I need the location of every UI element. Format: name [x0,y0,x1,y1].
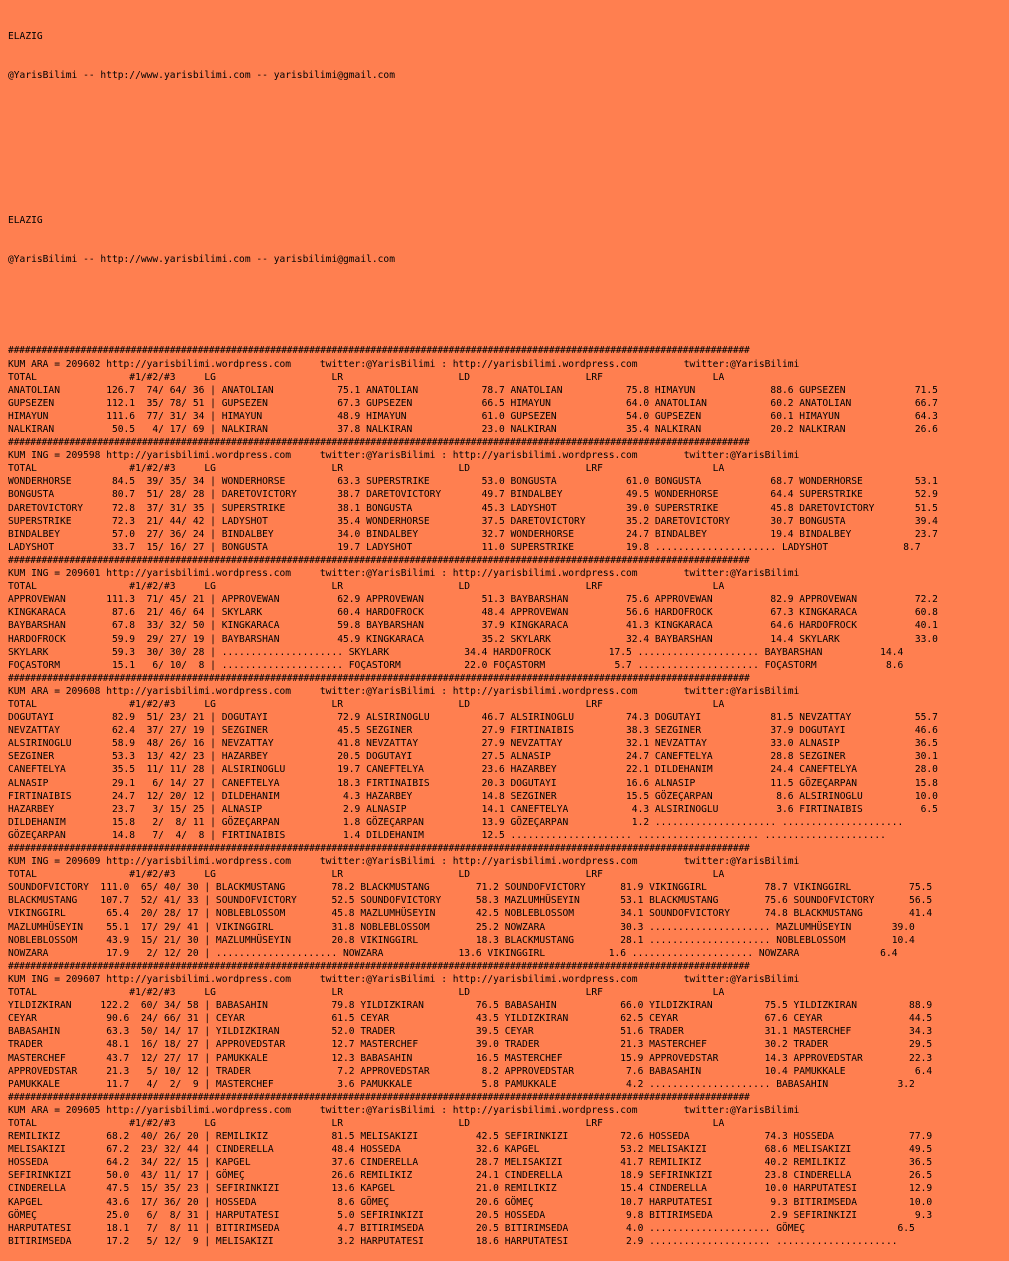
table-row: GUPSEZEN 112.1 35/ 78/ 51 | GUPSEZEN 67.3 GUPSEZEN 66.5 HIMAYUN 64.0 ANATOLIAN 60.2 ANATOLIAN 66.7 [8,397,938,409]
table-row: SUPERSTRIKE 72.3 21/ 44/ 42 | LADYSHOT 35.4 WONDERHORSE 37.5 DARETOVICTORY 35.2 DARETOVICTORY 30.7 BONGUSTA 39.4 [8,515,938,527]
table-row: YILDIZKIRAN 122.2 60/ 34/ 58 | BABASAHIN 79.8 YILDIZKIRAN 76.5 BABASAHIN 66.0 YILDIZKIRAN 75.5 YILDIZKIRAN 88.9 [8,1000,933,1012]
column-header: TOTAL #1/#2/#3 LG LR LD LRF LA [8,463,725,475]
race-title: KUM ING = 209609 http://yarisbilimi.wordpress.com twitter:@YarisBilimi : http://yarisbilimi.wordpress.com twitter:@YarisBilimi [8,856,800,868]
table-row: DOGUTAYI 82.9 51/ 23/ 21 | DOGUTAYI 72.9 ALSIRINOGLU 46.7 ALSIRINOGLU 74.3 DOGUTAYI 81.5 NEVZATTAY 55.7 [8,712,938,724]
column-header: TOTAL #1/#2/#3 LG LR LD LRF LA [8,371,725,383]
race-block [8,960,1009,1091]
table-row: KAPGEL 43.6 17/ 36/ 20 | HOSSEDA 8.6 GÖMEÇ 20.6 GÖMEÇ 10.7 HARPUTATESI 9.3 BITIRIMSEDA 10.0 [8,1196,933,1208]
table-row: ALSIRINOGLU 58.9 48/ 26/ 16 | NEVZATTAY 41.8 NEVZATTAY 27.9 NEVZATTAY 32.1 NEVZATTAY 33.0 ALNASIP 36.5 [8,738,938,750]
separator-line: ##################################################################################################################################### [8,345,750,357]
table-row: HARPUTATESI 18.1 7/ 8/ 11 | BITIRIMSEDA 4.7 BITIRIMSEDA 20.5 BITIRIMSEDA 4.0 ..................... GÖMEÇ 6.5 [8,1222,915,1234]
table-row: KINGKARACA 87.6 21/ 46/ 64 | SKYLARK 60.4 HARDOFROCK 48.4 APPROVEWAN 56.6 HARDOFROCK 67.3 KINGKARACA 60.8 [8,607,938,619]
race-block [8,842,1009,960]
table-row: CINDERELLA 47.5 15/ 35/ 23 | SEFIRINKIZI 13.6 KAPGEL 21.0 REMILIKIZ 15.4 CINDERELLA 10.0 HARPUTATESI 12.9 [8,1183,933,1195]
table-row: ALNASIP 29.1 6/ 14/ 27 | CANEFTELYA 18.3 FIRTINAIBIS 20.3 DOGUTAYI 16.6 ALNASIP 11.5 GÖZEÇARPAN 15.8 [8,777,938,789]
table-row: FOÇASTORM 15.1 6/ 10/ 8 | ..................... FOÇASTORM 22.0 FOÇASTORM 5.7 ..................... FOÇASTORM 8.6 [8,659,904,671]
table-row: NOBLEBLOSSOM 43.9 15/ 21/ 30 | MAZLUMHÜSEYIN 20.8 VIKINGGIRL 18.3 BLACKMUSTANG 28.1 ..................... NOBLEBLOSSOM 10.4 [8,934,915,946]
race-title: KUM ING = 209598 http://yarisbilimi.wordpress.com twitter:@YarisBilimi : http://yarisbilimi.wordpress.com twitter:@YarisBilimi [8,450,800,462]
table-row: FIRTINAIBIS 24.7 12/ 20/ 12 | DILDEHANIM 4.3 HAZARBEY 14.8 SEZGINER 15.5 GÖZEÇARPAN 8.6 ALSIRINOGLU 10.0 [8,790,938,802]
race-blocks [8,344,1009,1247]
column-header: TOTAL #1/#2/#3 LG LR LD LRF LA [8,869,725,881]
race-title: KUM ARA = 209608 http://yarisbilimi.wordpress.com twitter:@YarisBilimi : http://yarisbilimi.wordpress.com twitter:@YarisBilimi [8,685,800,697]
column-header: TOTAL #1/#2/#3 LG LR LD LRF LA [8,581,725,593]
table-row: HOSSEDA 64.2 34/ 22/ 15 | KAPGEL 37.6 CINDERELLA 28.7 MELISAKIZI 41.7 REMILIKIZ 40.2 REMILIKIZ 36.5 [8,1157,933,1169]
table-row: HAZARBEY 23.7 3/ 15/ 25 | ALNASIP 2.9 ALNASIP 14.1 CANEFTELYA 4.3 ALSIRINOGLU 3.6 FIRTINAIBIS 6.5 [8,803,938,815]
spacer [8,109,1009,135]
separator-line: ##################################################################################################################################### [8,437,750,449]
table-row: SEFIRINKIZI 50.0 43/ 11/ 17 | GÖMEÇ 26.6 REMILIKIZ 24.1 CINDERELLA 18.9 SEFIRINKIZI 23.8 CINDERELLA 26.5 [8,1170,933,1182]
table-row: REMILIKIZ 68.2 40/ 26/ 20 | REMILIKIZ 81.5 MELISAKIZI 42.5 SEFIRINKIZI 72.6 HOSSEDA 74.3 HOSSEDA 77.9 [8,1131,933,1143]
table-row: BLACKMUSTANG 107.7 52/ 41/ 33 | SOUNDOFVICTORY 52.5 SOUNDOFVICTORY 58.3 MAZLUMHÜSEYIN 53.1 BLACKMUSTANG 75.6 SOUNDOFVICTORY 56.5 [8,895,933,907]
table-row: LADYSHOT 33.7 15/ 16/ 27 | BONGUSTA 19.7 LADYSHOT 11.0 SUPERSTRIKE 19.8 ..................... LADYSHOT 8.7 [8,541,921,553]
header-city: ELAZIG [8,214,43,226]
table-row: VIKINGGIRL 65.4 20/ 28/ 17 | NOBLEBLOSSOM 45.8 MAZLUMHÜSEYIN 42.5 NOBLEBLOSSOM 34.1 SOUNDOFVICTORY 74.8 BLACKMUSTANG 41.4 [8,908,933,920]
table-row: CANEFTELYA 35.5 11/ 11/ 28 | ALSIRINOGLU 19.7 CANEFTELYA 23.6 HAZARBEY 22.1 DILDEHANIM 24.4 CANEFTELYA 28.0 [8,764,938,776]
separator-line: ##################################################################################################################################### [8,672,750,684]
table-row: APPROVEDSTAR 21.3 5/ 10/ 12 | TRADER 7.2 APPROVEDSTAR 8.2 APPROVEDSTAR 7.6 BABASAHIN 10.4 PAMUKKALE 6.4 [8,1065,933,1077]
race-block [8,554,1009,672]
table-row: TRADER 48.1 16/ 18/ 27 | APPROVEDSTAR 12.7 MASTERCHEF 39.0 TRADER 21.3 MASTERCHEF 30.2 TRADER 29.5 [8,1039,933,1051]
column-header: TOTAL #1/#2/#3 LG LR LD LRF LA [8,1117,725,1129]
race-block [8,436,1009,554]
separator-line: ##################################################################################################################################### [8,843,750,854]
table-row: BONGUSTA 80.7 51/ 28/ 28 | DARETOVICTORY 38.7 DARETOVICTORY 49.7 BINDALBEY 49.5 WONDERHORSE 64.4 SUPERSTRIKE 52.9 [8,489,938,501]
race-block [8,1091,1009,1248]
table-row: NOWZARA 17.9 2/ 12/ 20 | ..................... NOWZARA 13.6 VIKINGGIRL 1.6 ..................... NOWZARA 6.4 [8,947,898,959]
table-row: MASTERCHEF 43.7 12/ 27/ 17 | PAMUKKALE 12.3 BABASAHIN 16.5 MASTERCHEF 15.9 APPROVEDSTAR 14.3 APPROVEDSTAR 22.3 [8,1052,933,1064]
table-row: HARDOFROCK 59.9 29/ 27/ 19 | BAYBARSHAN 45.9 KINGKARACA 35.2 SKYLARK 32.4 BAYBARSHAN 14.4 SKYLARK 33.0 [8,633,938,645]
header-contact: @YarisBilimi -- http://www.yarisbilimi.com -- yarisbilimi@gmail.com [8,70,395,82]
separator-line: ##################################################################################################################################### [8,554,750,566]
table-row: SEZGINER 53.3 13/ 42/ 23 | HAZARBEY 20.5 DOGUTAYI 27.5 ALNASIP 24.7 CANEFTELYA 28.8 SEZGINER 30.1 [8,751,938,763]
header-city: ELAZIG [8,31,43,43]
table-row: BAYBARSHAN 67.8 33/ 32/ 50 | KINGKARACA 59.8 BAYBARSHAN 37.9 KINGKARACA 41.3 KINGKARACA 64.6 HARDOFROCK 40.1 [8,620,938,632]
table-row: BABASAHIN 63.3 50/ 14/ 17 | YILDIZKIRAN 52.0 TRADER 39.5 CEYAR 51.6 TRADER 31.1 MASTERCHEF 34.3 [8,1026,933,1038]
table-row: APPROVEWAN 111.3 71/ 45/ 21 | APPROVEWAN 62.9 APPROVEWAN 51.3 BAYBARSHAN 75.6 APPROVEWAN 82.9 APPROVEWAN 72.2 [8,594,938,606]
table-row: SOUNDOFVICTORY 111.0 65/ 40/ 30 | BLACKMUSTANG 78.2 BLACKMUSTANG 71.2 SOUNDOFVICTORY 81.9 VIKINGGIRL 78.7 VIKINGGIRL 75.5 [8,882,933,894]
spacer [8,161,1009,187]
separator-line: ##################################################################################################################################### [8,960,750,972]
table-row: SKYLARK 59.3 30/ 30/ 28 | ..................... SKYLARK 34.4 HARDOFROCK 17.5 ..................... BAYBARSHAN 14.4 [8,646,904,658]
table-row: HIMAYUN 111.6 77/ 31/ 34 | HIMAYUN 48.9 HIMAYUN 61.0 GUPSEZEN 54.0 GUPSEZEN 60.1 HIMAYUN 64.3 [8,410,938,422]
spacer [8,292,1009,318]
table-row: ANATOLIAN 126.7 74/ 64/ 36 | ANATOLIAN 75.1 ANATOLIAN 78.7 ANATOLIAN 75.8 HIMAYUN 88.6 GUPSEZEN 71.5 [8,384,938,396]
table-row: PAMUKKALE 11.7 4/ 2/ 9 | MASTERCHEF 3.6 PAMUKKALE 5.8 PAMUKKALE 4.2 ..................... BABASAHIN 3.2 [8,1078,915,1090]
column-header: TOTAL #1/#2/#3 LG LR LD LRF LA [8,987,725,999]
table-row: MAZLUMHÜSEYIN 55.1 17/ 29/ 41 | VIKINGGIRL 31.8 NOBLEBLOSSOM 25.2 NOWZARA 30.3 ..................... MAZLUMHÜSEYIN 39.0 [8,921,915,933]
separator-line: ##################################################################################################################################### [8,1091,750,1103]
race-title: KUM ARA = 209605 http://yarisbilimi.wordpress.com twitter:@YarisBilimi : http://yarisbilimi.wordpress.com twitter:@YarisBilimi [8,1104,800,1116]
race-title: KUM ING = 209601 http://yarisbilimi.wordpress.com twitter:@YarisBilimi : http://yarisbilimi.wordpress.com twitter:@YarisBilimi [8,568,800,580]
table-row: NALKIRAN 50.5 4/ 17/ 69 | NALKIRAN 37.8 NALKIRAN 23.0 NALKIRAN 35.4 NALKIRAN 20.2 NALKIRAN 26.6 [8,424,938,435]
table-row: DILDEHANIM 15.8 2/ 8/ 11 | GÖZEÇARPAN 1.8 GÖZEÇARPAN 13.9 GÖZEÇARPAN 1.2 ..................... ..................... [8,816,904,828]
header-contact: @YarisBilimi -- http://www.yarisbilimi.com -- yarisbilimi@gmail.com [8,253,395,265]
table-row: CEYAR 90.6 24/ 66/ 31 | CEYAR 61.5 CEYAR 43.5 YILDIZKIRAN 62.5 CEYAR 67.6 CEYAR 44.5 [8,1013,933,1025]
table-row: GÖMEÇ 25.0 6/ 8/ 31 | HARPUTATESI 5.0 SEFIRINKIZI 20.5 HOSSEDA 9.8 BITIRIMSEDA 2.9 SEFIRINKIZI 9.3 [8,1209,933,1221]
table-row: GÖZEÇARPAN 14.8 7/ 4/ 8 | FIRTINAIBIS 1.4 DILDEHANIM 12.5 ..................... ..................... ..................... [8,829,886,841]
table-row: BINDALBEY 57.0 27/ 36/ 24 | BINDALBEY 34.0 BINDALBEY 32.7 WONDERHORSE 24.7 BINDALBEY 19.4 BINDALBEY 23.7 [8,528,938,540]
column-header: TOTAL #1/#2/#3 LG LR LD LRF LA [8,698,725,710]
race-title: KUM ING = 209607 http://yarisbilimi.wordpress.com twitter:@YarisBilimi : http://yarisbilimi.wordpress.com twitter:@YarisBilimi [8,973,800,985]
table-row: BITIRIMSEDA 17.2 5/ 12/ 9 | MELISAKIZI 3.2 HARPUTATESI 18.6 HARPUTATESI 2.9 ..................... ..................... [8,1235,898,1247]
race-block [8,672,1009,842]
report-document [8,4,1009,1261]
race-block [8,344,1009,436]
table-row: MELISAKIZI 67.2 23/ 32/ 44 | CINDERELLA 48.4 HOSSEDA 32.6 KAPGEL 53.2 MELISAKIZI 68.6 MELISAKIZI 49.5 [8,1144,933,1156]
table-row: DARETOVICTORY 72.8 37/ 31/ 35 | SUPERSTRIKE 38.1 BONGUSTA 45.3 LADYSHOT 39.0 SUPERSTRIKE 45.8 DARETOVICTORY 51.5 [8,502,938,514]
table-row: NEVZATTAY 62.4 37/ 27/ 19 | SEZGINER 45.5 SEZGINER 27.9 FIRTINAIBIS 38.3 SEZGINER 37.9 DOGUTAYI 46.6 [8,725,938,737]
race-title: KUM ARA = 209602 http://yarisbilimi.wordpress.com twitter:@YarisBilimi : http://yarisbilimi.wordpress.com twitter:@YarisBilimi [8,358,800,370]
table-row: WONDERHORSE 84.5 39/ 35/ 34 | WONDERHORSE 63.3 SUPERSTRIKE 53.0 BONGUSTA 61.0 BONGUSTA 68.7 WONDERHORSE 53.1 [8,476,938,488]
